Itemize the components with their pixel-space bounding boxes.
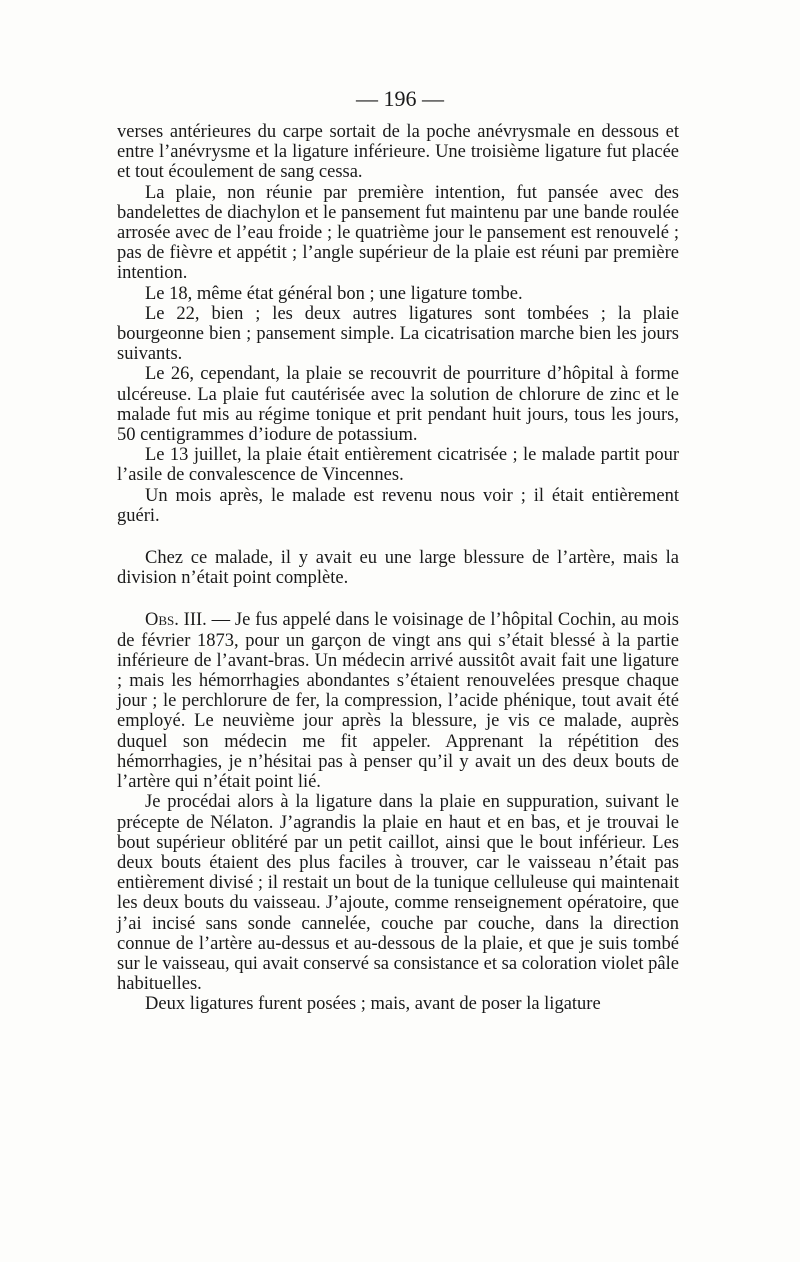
- spacer: [117, 526, 679, 548]
- paragraph-one-month: Un mois après, le malade est revenu nous voir ; il était entièrement guéri.: [117, 485, 679, 526]
- spacer: [117, 588, 679, 610]
- page-number: — 196 —: [356, 86, 444, 111]
- paragraph-day-26: Le 26, cependant, la plaie se recouvrit de pourriture d’hôpital à forme ulcéreuse. La plaie fut cautérisée avec la solution de chlorure de zinc et le malade fut mis au régime tonique et prit pendant huit jours, tous les jours, 50 centigrammes d’iodure de potassium.: [117, 364, 679, 446]
- paragraph-dressing: La plaie, non réunie par première intention, fut pansée avec des bandelettes de diachylon et le pansement fut maintenu par une bande roulée arrosée avec de l’eau froide ; le quatrième jour le pansement est renouvelé ; pas de fièvre et appétit ; l’angle supérieur de la plaie est réuni par première intention.: [117, 182, 679, 284]
- paragraph-continuation: verses antérieures du carpe sortait de la poche anévrysmale en dessous et entre l’anévrysme et la ligature inférieure. Une troisième ligature fut placée et tout écoulement de sang cessa.: [117, 122, 679, 183]
- paragraph-ligatures: Deux ligatures furent posées ; mais, avant de poser la ligature: [145, 994, 601, 1015]
- page-body: [117, 122, 679, 1015]
- observation-label: Obs. III. —: [145, 610, 231, 631]
- paragraph-july-13: Le 13 juillet, la plaie était entièrement cicatrisée ; le malade partit pour l’asile de convalescence de Vincennes.: [117, 445, 679, 486]
- paragraph-summary: Chez ce malade, il y avait eu une large blessure de l’artère, mais la division n’était point complète.: [117, 548, 679, 589]
- paragraph-procedure: Je procédai alors à la ligature dans la plaie en suppuration, suivant le précepte de Nélaton. J’agrandis la plaie en haut et en bas, et je trouvai le bout supérieur oblitéré par un petit caillot, ainsi que le bout inférieur. Les deux bouts étaient des plus faciles à trouver, car le vaisseau n’était pas entièrement divisé ; il restait un bout de la tunique celluleuse qui maintenait les deux bouts du vaisseau. J’ajoute, comme renseignement opératoire, que j’ai incisé sans sonde cannelée, couche par couche, dans la direction connue de l’artère au-dessus et au-dessous de la plaie, et que je suis tombé sur le vaisseau, qui avait conservé sa consistance et sa coloration violet pâle habituelles.: [117, 792, 679, 995]
- paragraph-observation-three: [117, 610, 679, 792]
- paragraph-day-22: Le 22, bien ; les deux autres ligatures sont tombées ; la plaie bourgeonne bien ; pansement simple. La cicatrisation marche bien les jours suivants.: [117, 303, 679, 365]
- observation-text: Je fus appelé dans le voisinage de l’hôpital Cochin, au mois de février 1873, pour un garçon de vingt ans qui s’était blessé à la partie inférieure de l’avant-bras. Un médecin arrivé aussitôt avait fait une ligature ; mais les hémorrhagies abondantes s’étaient renouvelées presque chaque jour ; le perchlorure de fer, la compression, l’acide phénique, tout avait été employé. Le neuvième jour après la blessure, je vis ce malade, auprès duquel son médecin me fit appeler. Apprenant la répétition des hémorrhagies, je n’hésitai pas à penser qu’il y avait un des deux bouts de l’artère qui n’était point lié.: [117, 610, 680, 793]
- paragraph-day-18: Le 18, même état général bon ; une ligature tombe.: [145, 283, 523, 304]
